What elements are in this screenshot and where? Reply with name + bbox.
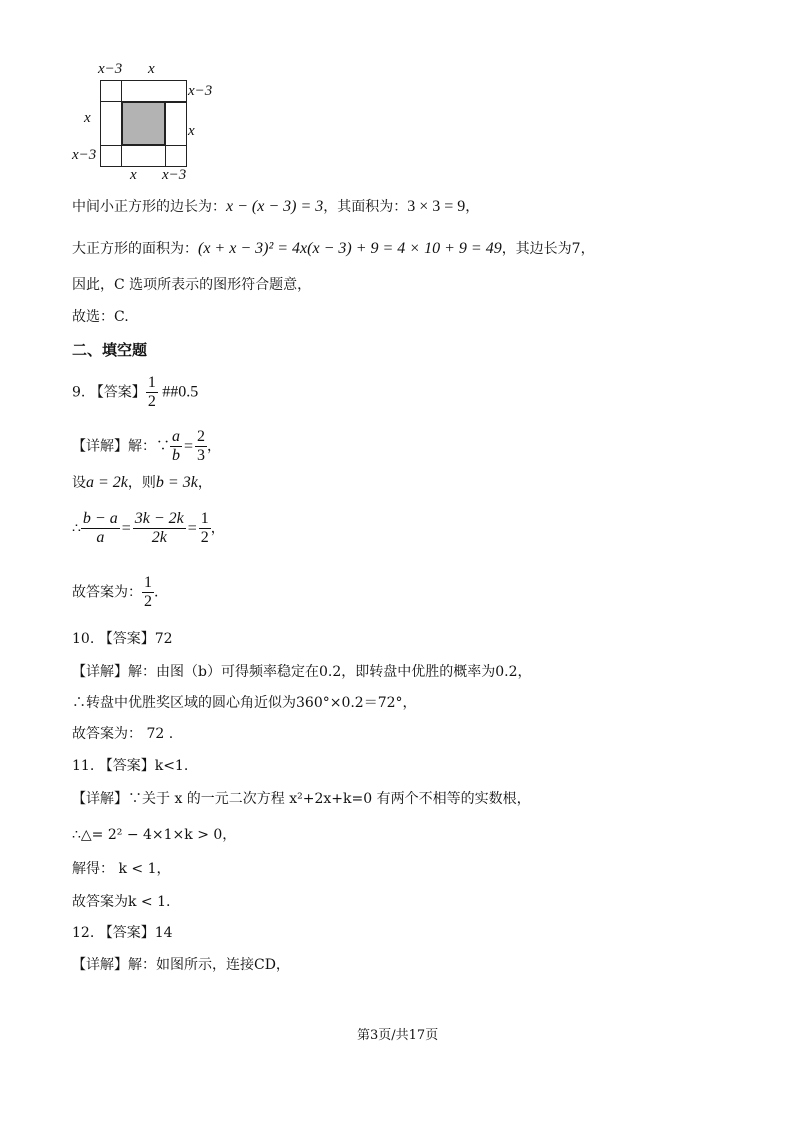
label-top-left: x−3 xyxy=(98,61,123,77)
q11-detail: 【详解】∵关于 x 的一元二次方程 x²+2x+k=0 有两个不相等的实数根， xyxy=(72,791,531,807)
q11-final: 故答案为k < 1. xyxy=(72,894,171,910)
q12-answer: 12. 【答案】14 xyxy=(72,925,173,941)
q12-detail: 【详解】解：如图所示，连接CD， xyxy=(72,957,290,973)
q9-therefore: ∴ $\frac{b - a}{a}$ = $\frac{3k - 2k}{2k}$ = $\frac{1}{2}$ ， xyxy=(72,510,225,546)
label-right-top: x−3 xyxy=(188,83,213,99)
q10-line2: ∴转盘中优胜奖区域的圆心角近似为360°×0.2＝72°， xyxy=(72,695,417,711)
line-choice: 故选：C. xyxy=(72,309,129,325)
q10-answer: 10. 【答案】72 xyxy=(72,631,173,647)
label-left-bottom: x−3 xyxy=(72,147,97,163)
line-conclusion: 因此，C 选项所表示的图形符合题意， xyxy=(72,277,312,293)
label-bottom-right: x−3 xyxy=(162,167,187,183)
section-heading: 二、填空题 xyxy=(72,341,148,359)
q9-answer: 9. 【答案】 $\frac{1}{2}$ ##0.5 xyxy=(72,374,199,410)
page-footer: 第3页/共17页 xyxy=(357,1028,439,1043)
q9-detail: 【详解】解：∵ $\frac{a}{b}$ = $\frac{2}{3}$ ， xyxy=(72,428,222,464)
q10-final: 故答案为： 72 . xyxy=(72,726,174,742)
label-right-middle: x xyxy=(188,123,195,139)
label-left-middle: x xyxy=(84,110,91,126)
label-top-right: x xyxy=(148,61,155,77)
q11-line3: 解得： k < 1， xyxy=(72,861,171,877)
q11-answer: 11. 【答案】k<1. xyxy=(72,758,189,774)
q9-final: 故答案为： $\frac{1}{2}$ . xyxy=(72,574,159,610)
q11-line2: ∴△= 2² − 4×1×k > 0， xyxy=(72,827,237,843)
line-small-square-side: 中间小正方形的边长为：x − (x − 3) = 3，其面积为：3 × 3 = 9， xyxy=(72,198,480,215)
line-big-square-area: 大正方形的面积为：(x + x − 3)² = 4x(x − 3) + 9 = 4 × 10 + 9 = 49，其边长为7， xyxy=(72,240,595,257)
square-figure xyxy=(70,55,230,185)
q9-set: 设a = 2k，则b = 3k， xyxy=(72,474,212,491)
shaded-square xyxy=(122,102,165,145)
q9-answer-fraction: $\frac{1}{2}$ xyxy=(147,374,156,410)
rect-bottom xyxy=(100,145,187,167)
label-bottom-left: x xyxy=(130,167,137,183)
q10-detail: 【详解】解：由图（b）可得频率稳定在0.2，即转盘中优胜的概率为0.2， xyxy=(72,664,532,680)
